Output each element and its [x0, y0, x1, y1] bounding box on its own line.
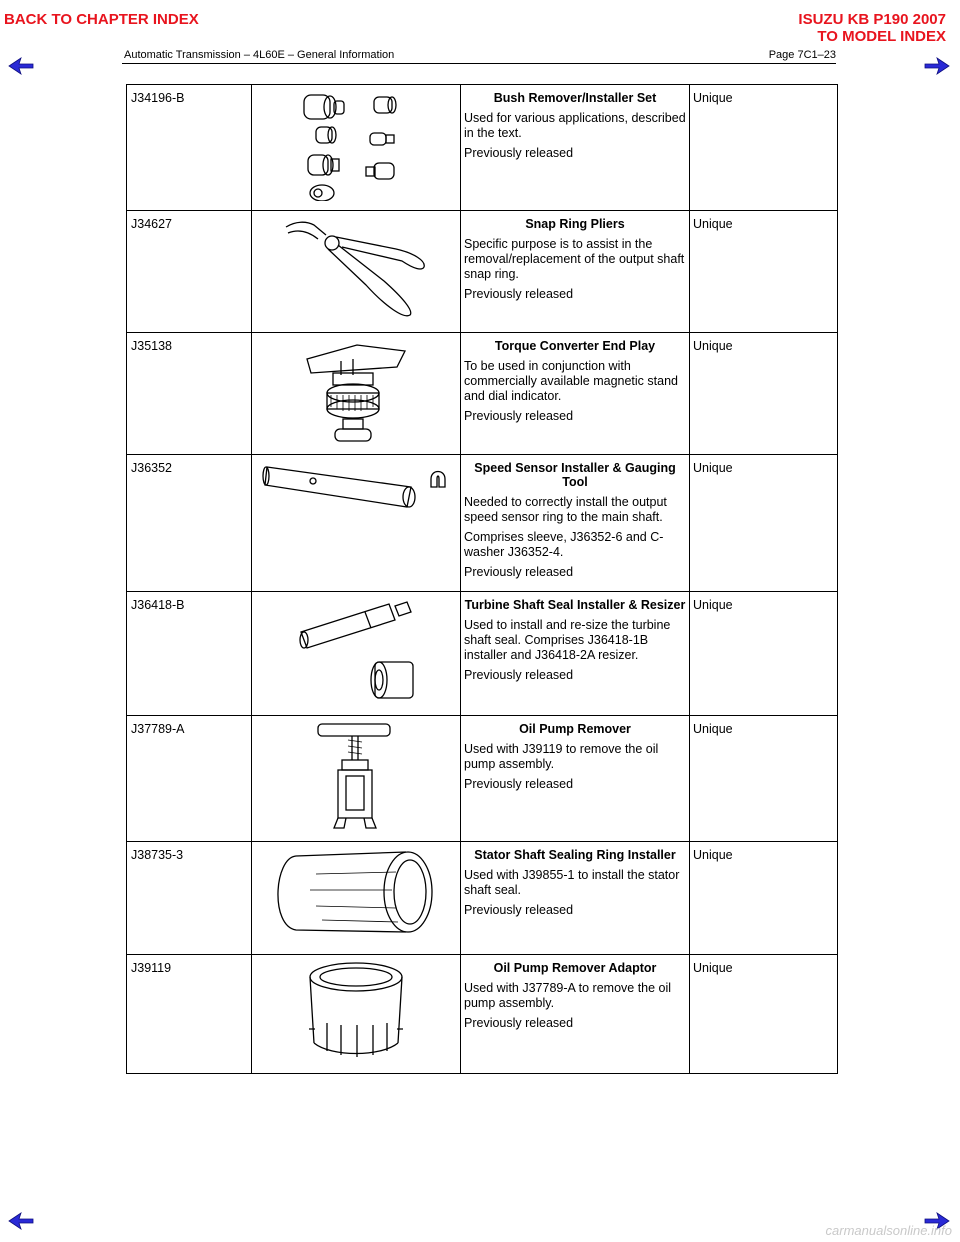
- tool-description-line: Used to install and re-size the turbine shaft seal. Comprises J36418-1B installer and J36418-2A resizer.: [464, 618, 671, 662]
- tool-number: J34196-B: [127, 85, 252, 211]
- model-title-link[interactable]: ISUZU KB P190 2007: [798, 11, 946, 28]
- table-row: [127, 592, 838, 716]
- next-page-arrow-icon[interactable]: [924, 57, 950, 75]
- tool-description-line: Needed to correctly install the output speed sensor ring to the main shaft.: [464, 495, 667, 524]
- tool-status: Unique: [690, 955, 838, 1074]
- special-tools-table: [126, 84, 838, 1074]
- tool-name: Speed Sensor Installer & Gauging Tool: [474, 461, 676, 489]
- adaptor-cup-icon: [252, 955, 461, 1074]
- tool-release-status: Previously released: [464, 146, 574, 160]
- tool-description: [461, 85, 690, 211]
- tool-number: J38735-3: [127, 842, 252, 955]
- tool-number: J36352: [127, 455, 252, 592]
- tool-release-status: Previously released: [464, 903, 574, 917]
- tool-number: J34627: [127, 211, 252, 333]
- tool-name: Turbine Shaft Seal Installer & Resizer: [464, 598, 686, 612]
- tool-description: [461, 592, 690, 716]
- prev-page-arrow-bottom-icon[interactable]: [8, 1212, 34, 1230]
- bush-set-icon: [252, 85, 461, 211]
- pliers-icon: [252, 211, 461, 333]
- table-row: [127, 85, 838, 211]
- table-row: [127, 955, 838, 1074]
- sleeve-tool-icon: [252, 455, 461, 592]
- prev-page-arrow-icon[interactable]: [8, 57, 34, 75]
- page-number: Page 7C1–23: [768, 49, 836, 61]
- back-to-chapter-index-link[interactable]: BACK TO CHAPTER INDEX: [4, 11, 199, 28]
- tool-description: [461, 211, 690, 333]
- tool-description: [461, 842, 690, 955]
- tool-description: [461, 333, 690, 455]
- page-header-title: Automatic Transmission – 4L60E – General Information: [124, 49, 395, 61]
- tool-status: Unique: [690, 85, 838, 211]
- tool-release-status: Previously released: [464, 409, 574, 423]
- tool-release-status: Previously released: [464, 1016, 574, 1030]
- tool-description: [461, 716, 690, 842]
- tool-name: Oil Pump Remover Adaptor: [493, 961, 657, 975]
- table-row: [127, 716, 838, 842]
- tool-release-status: Previously released: [464, 287, 574, 301]
- tool-name: Stator Shaft Sealing Ring Installer: [474, 848, 676, 862]
- tool-status: Unique: [690, 455, 838, 592]
- header-rule: [122, 63, 836, 64]
- tool-release-status: Previously released: [464, 668, 574, 682]
- tool-number: J37789-A: [127, 716, 252, 842]
- tool-status: Unique: [690, 333, 838, 455]
- tool-status: Unique: [690, 716, 838, 842]
- tool-name: Bush Remover/Installer Set: [493, 91, 657, 105]
- tool-description-line: Specific purpose is to assist in the removal/replacement of the output shaft snap ring.: [464, 237, 685, 281]
- tool-number: J39119: [127, 955, 252, 1074]
- tool-release-status: Previously released: [464, 565, 574, 579]
- tool-status: Unique: [690, 211, 838, 333]
- tool-description-line: Used with J39855-1 to install the stator shaft seal.: [464, 868, 680, 897]
- table-row: [127, 333, 838, 455]
- tool-description-line: Comprises sleeve, J36352-6 and C-washer J36352-4.: [464, 530, 664, 559]
- to-model-index-link[interactable]: TO MODEL INDEX: [817, 28, 946, 45]
- tool-number: J36418-B: [127, 592, 252, 716]
- seal-installer-icon: [252, 592, 461, 716]
- tool-name: Snap Ring Pliers: [525, 217, 625, 231]
- tool-description-line: To be used in conjunction with commercially available magnetic stand and dial indicator.: [464, 359, 678, 403]
- watermark: carmanualsonline.info: [825, 1223, 952, 1238]
- tool-description-line: Used for various applications, described in the text.: [464, 111, 686, 140]
- tool-status: Unique: [690, 842, 838, 955]
- tool-description-line: Used with J37789-A to remove the oil pump assembly.: [464, 981, 672, 1010]
- tool-status: Unique: [690, 592, 838, 716]
- tool-name: Oil Pump Remover: [519, 722, 631, 736]
- tool-name: Torque Converter End Play: [494, 339, 656, 353]
- tool-release-status: Previously released: [464, 777, 574, 791]
- tool-description: [461, 455, 690, 592]
- table-row: [127, 842, 838, 955]
- table-row: [127, 455, 838, 592]
- tool-description: [461, 955, 690, 1074]
- pump-remover-icon: [252, 716, 461, 842]
- stator-installer-icon: [252, 842, 461, 955]
- table-row: [127, 211, 838, 333]
- tool-description-line: Used with J39119 to remove the oil pump assembly.: [464, 742, 659, 771]
- torque-converter-tool-icon: [252, 333, 461, 455]
- tool-number: J35138: [127, 333, 252, 455]
